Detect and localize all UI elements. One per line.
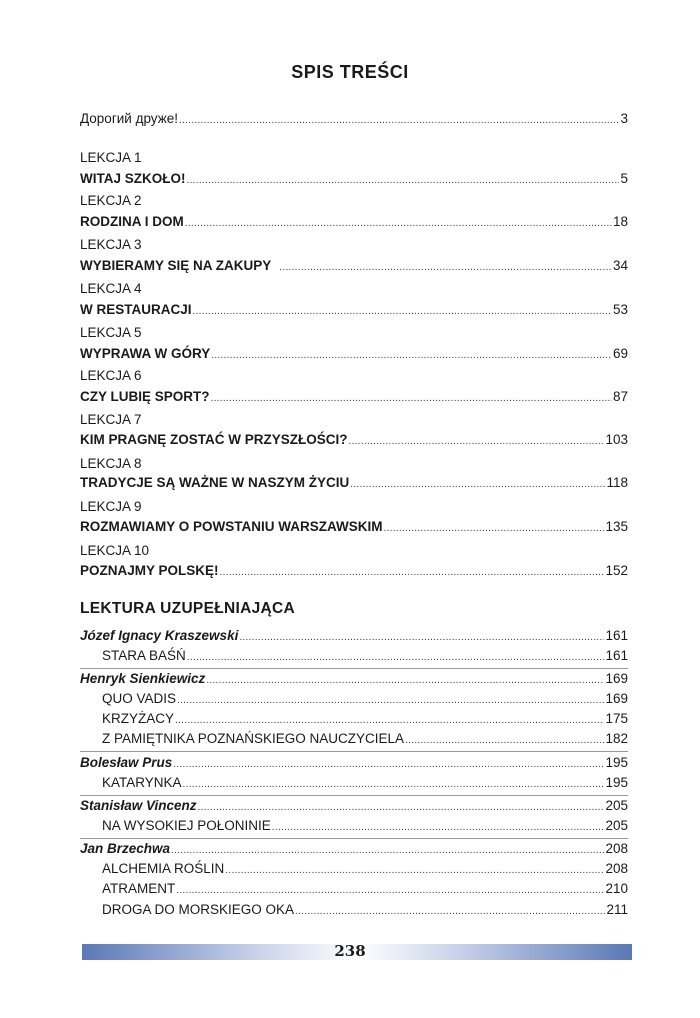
toc-entry-work[interactable] xyxy=(102,774,628,794)
toc-entry-page: 169 xyxy=(605,691,628,706)
section-heading-reading: LEKTURA UZUPEŁNIAJĄCA xyxy=(80,600,295,617)
dot-leader xyxy=(206,670,604,690)
divider xyxy=(80,751,628,752)
toc-entry-page: 211 xyxy=(606,902,628,917)
toc-entry-page: 210 xyxy=(605,881,628,896)
author-name: Jan Brzechwa xyxy=(80,841,171,856)
dot-leader xyxy=(173,754,604,774)
lesson-label: LEKCJA 7 xyxy=(80,412,142,427)
toc-entry-lesson-7[interactable] xyxy=(80,431,628,451)
dot-leader xyxy=(193,301,612,321)
work-title: NA WYSOKIEJ POŁONINIE xyxy=(102,818,271,833)
dot-leader xyxy=(175,710,604,730)
divider xyxy=(80,668,628,669)
page-number: 238 xyxy=(334,942,366,960)
dot-leader xyxy=(279,257,612,277)
toc-entry-lesson-3[interactable] xyxy=(80,257,628,277)
toc-entry-page: 135 xyxy=(605,519,628,534)
toc-entry-page: 87 xyxy=(612,389,628,404)
lesson-label: LEKCJA 10 xyxy=(80,543,150,558)
dot-leader xyxy=(187,647,605,667)
divider xyxy=(80,795,628,796)
toc-entry-title: WYPRAWA W GÓRY xyxy=(80,346,211,361)
work-title: QUO VADIS xyxy=(102,691,177,706)
toc-entry-page: 182 xyxy=(605,731,628,746)
toc-entry-title: POZNAJMY POLSKĘ! xyxy=(80,563,219,578)
toc-entry-title: KIM PRAGNĘ ZOSTAĆ W PRZYSZŁOŚCI? xyxy=(80,432,348,447)
toc-entry-page: 152 xyxy=(605,563,628,578)
toc-entry-author[interactable] xyxy=(80,840,628,860)
toc-entry-title: WITAJ SZKOŁO! xyxy=(80,171,186,186)
lesson-label: LEKCJA 2 xyxy=(80,193,142,208)
dot-leader xyxy=(295,901,605,921)
toc-entry-page: 169 xyxy=(605,671,628,686)
toc-entry-page: 205 xyxy=(605,818,628,833)
toc-entry-page: 103 xyxy=(605,432,628,447)
toc-entry-work[interactable] xyxy=(102,817,628,837)
toc-entry-lesson-10[interactable] xyxy=(80,562,628,582)
work-title: Z PAMIĘTNIKA POZNAŃSKIEGO NAUCZYCIELA xyxy=(102,731,405,746)
toc-entry-author[interactable] xyxy=(80,754,628,774)
toc-entry-title: RODZINA I DOM xyxy=(80,214,184,229)
toc-entry-page: 3 xyxy=(620,111,628,126)
dot-leader xyxy=(176,880,604,900)
toc-entry-work[interactable] xyxy=(102,647,628,667)
dot-leader xyxy=(185,213,612,233)
work-title: KATARYNKA xyxy=(102,775,182,790)
toc-entry-work[interactable] xyxy=(102,880,628,900)
toc-entry-page: 205 xyxy=(605,798,628,813)
page-title: SPIS TREŚCI xyxy=(291,62,409,82)
toc-entry-author[interactable] xyxy=(80,797,628,817)
work-title: KRZYŻACY xyxy=(102,711,175,726)
toc-entry-page: 208 xyxy=(605,841,628,856)
author-name: Stanisław Vincenz xyxy=(80,798,197,813)
dot-leader xyxy=(198,797,605,817)
toc-entry-page: 195 xyxy=(605,775,628,790)
toc-entry-page: 175 xyxy=(605,711,628,726)
toc-entry-page: 18 xyxy=(612,214,628,229)
toc-entry-title: W RESTAURACJI xyxy=(80,302,192,317)
toc-entry-work[interactable] xyxy=(102,710,628,730)
toc-entry-title: CZY LUBIĘ SPORT? xyxy=(80,389,210,404)
dot-leader xyxy=(405,730,604,750)
toc-entry-lesson-6[interactable] xyxy=(80,388,628,408)
toc-entry-work[interactable] xyxy=(102,860,628,880)
toc-entry-title: TRADYCJE SĄ WAŻNE W NASZYM ŻYCIU xyxy=(80,475,350,490)
dot-leader xyxy=(211,345,612,365)
lesson-label: LEKCJA 1 xyxy=(80,150,142,165)
toc-entry-work[interactable] xyxy=(102,901,628,921)
toc-entry-lesson-8[interactable] xyxy=(80,474,628,494)
dot-leader xyxy=(179,110,619,130)
toc-entry-title: WYBIERAMY SIĘ NA ZAKUPY xyxy=(80,258,272,273)
dot-leader xyxy=(177,690,604,710)
toc-entry-intro[interactable] xyxy=(80,110,628,130)
toc-entry-page: 161 xyxy=(605,648,628,663)
dot-leader xyxy=(187,170,620,190)
toc-entry-page: 161 xyxy=(605,628,628,643)
dot-leader xyxy=(350,474,605,494)
work-title: ALCHEMIA ROŚLIN xyxy=(102,861,225,876)
lesson-label: LEKCJA 6 xyxy=(80,368,142,383)
toc-entry-title: ROZMAWIAMY O POWSTANIU WARSZAWSKIM xyxy=(80,519,383,534)
toc-entry-author[interactable] xyxy=(80,670,628,690)
author-name: Henryk Sienkiewicz xyxy=(80,671,206,686)
lesson-label: LEKCJA 4 xyxy=(80,281,142,296)
toc-entry-page: 34 xyxy=(612,258,628,273)
dot-leader xyxy=(220,562,605,582)
lesson-label: LEKCJA 9 xyxy=(80,499,142,514)
toc-entry-lesson-4[interactable] xyxy=(80,301,628,321)
work-title: STARA BAŚŃ xyxy=(102,648,186,663)
toc-entry-work[interactable] xyxy=(102,690,628,710)
toc-entry-page: 208 xyxy=(605,861,628,876)
toc-entry-title: Дорогий друже! xyxy=(80,111,179,126)
author-name: Bolesław Prus xyxy=(80,755,173,770)
dot-leader xyxy=(239,627,604,647)
lesson-label: LEKCJA 8 xyxy=(80,456,142,471)
toc-entry-work[interactable] xyxy=(102,730,628,750)
toc-entry-lesson-9[interactable] xyxy=(80,518,628,538)
toc-entry-lesson-1[interactable] xyxy=(80,170,628,190)
lesson-label: LEKCJA 5 xyxy=(80,325,142,340)
dot-leader xyxy=(171,840,604,860)
toc-entry-page: 69 xyxy=(612,346,628,361)
dot-leader xyxy=(272,817,605,837)
dot-leader xyxy=(211,388,612,408)
dot-leader xyxy=(349,431,605,451)
toc-entry-author[interactable] xyxy=(80,627,628,647)
toc-entry-page: 5 xyxy=(620,171,628,186)
toc-entry-page: 53 xyxy=(612,302,628,317)
toc-entry-lesson-5[interactable] xyxy=(80,345,628,365)
divider xyxy=(80,838,628,839)
toc-entry-lesson-2[interactable] xyxy=(80,213,628,233)
toc-entry-page: 195 xyxy=(605,755,628,770)
author-name: Józef Ignacy Kraszewski xyxy=(80,628,239,643)
dot-leader xyxy=(225,860,604,880)
dot-leader xyxy=(383,518,604,538)
lesson-label: LEKCJA 3 xyxy=(80,237,142,252)
toc-entry-page: 118 xyxy=(606,475,628,490)
dot-leader xyxy=(183,774,605,794)
work-title: DROGA DO MORSKIEGO OKA xyxy=(102,902,295,917)
work-title: ATRAMENT xyxy=(102,881,176,896)
